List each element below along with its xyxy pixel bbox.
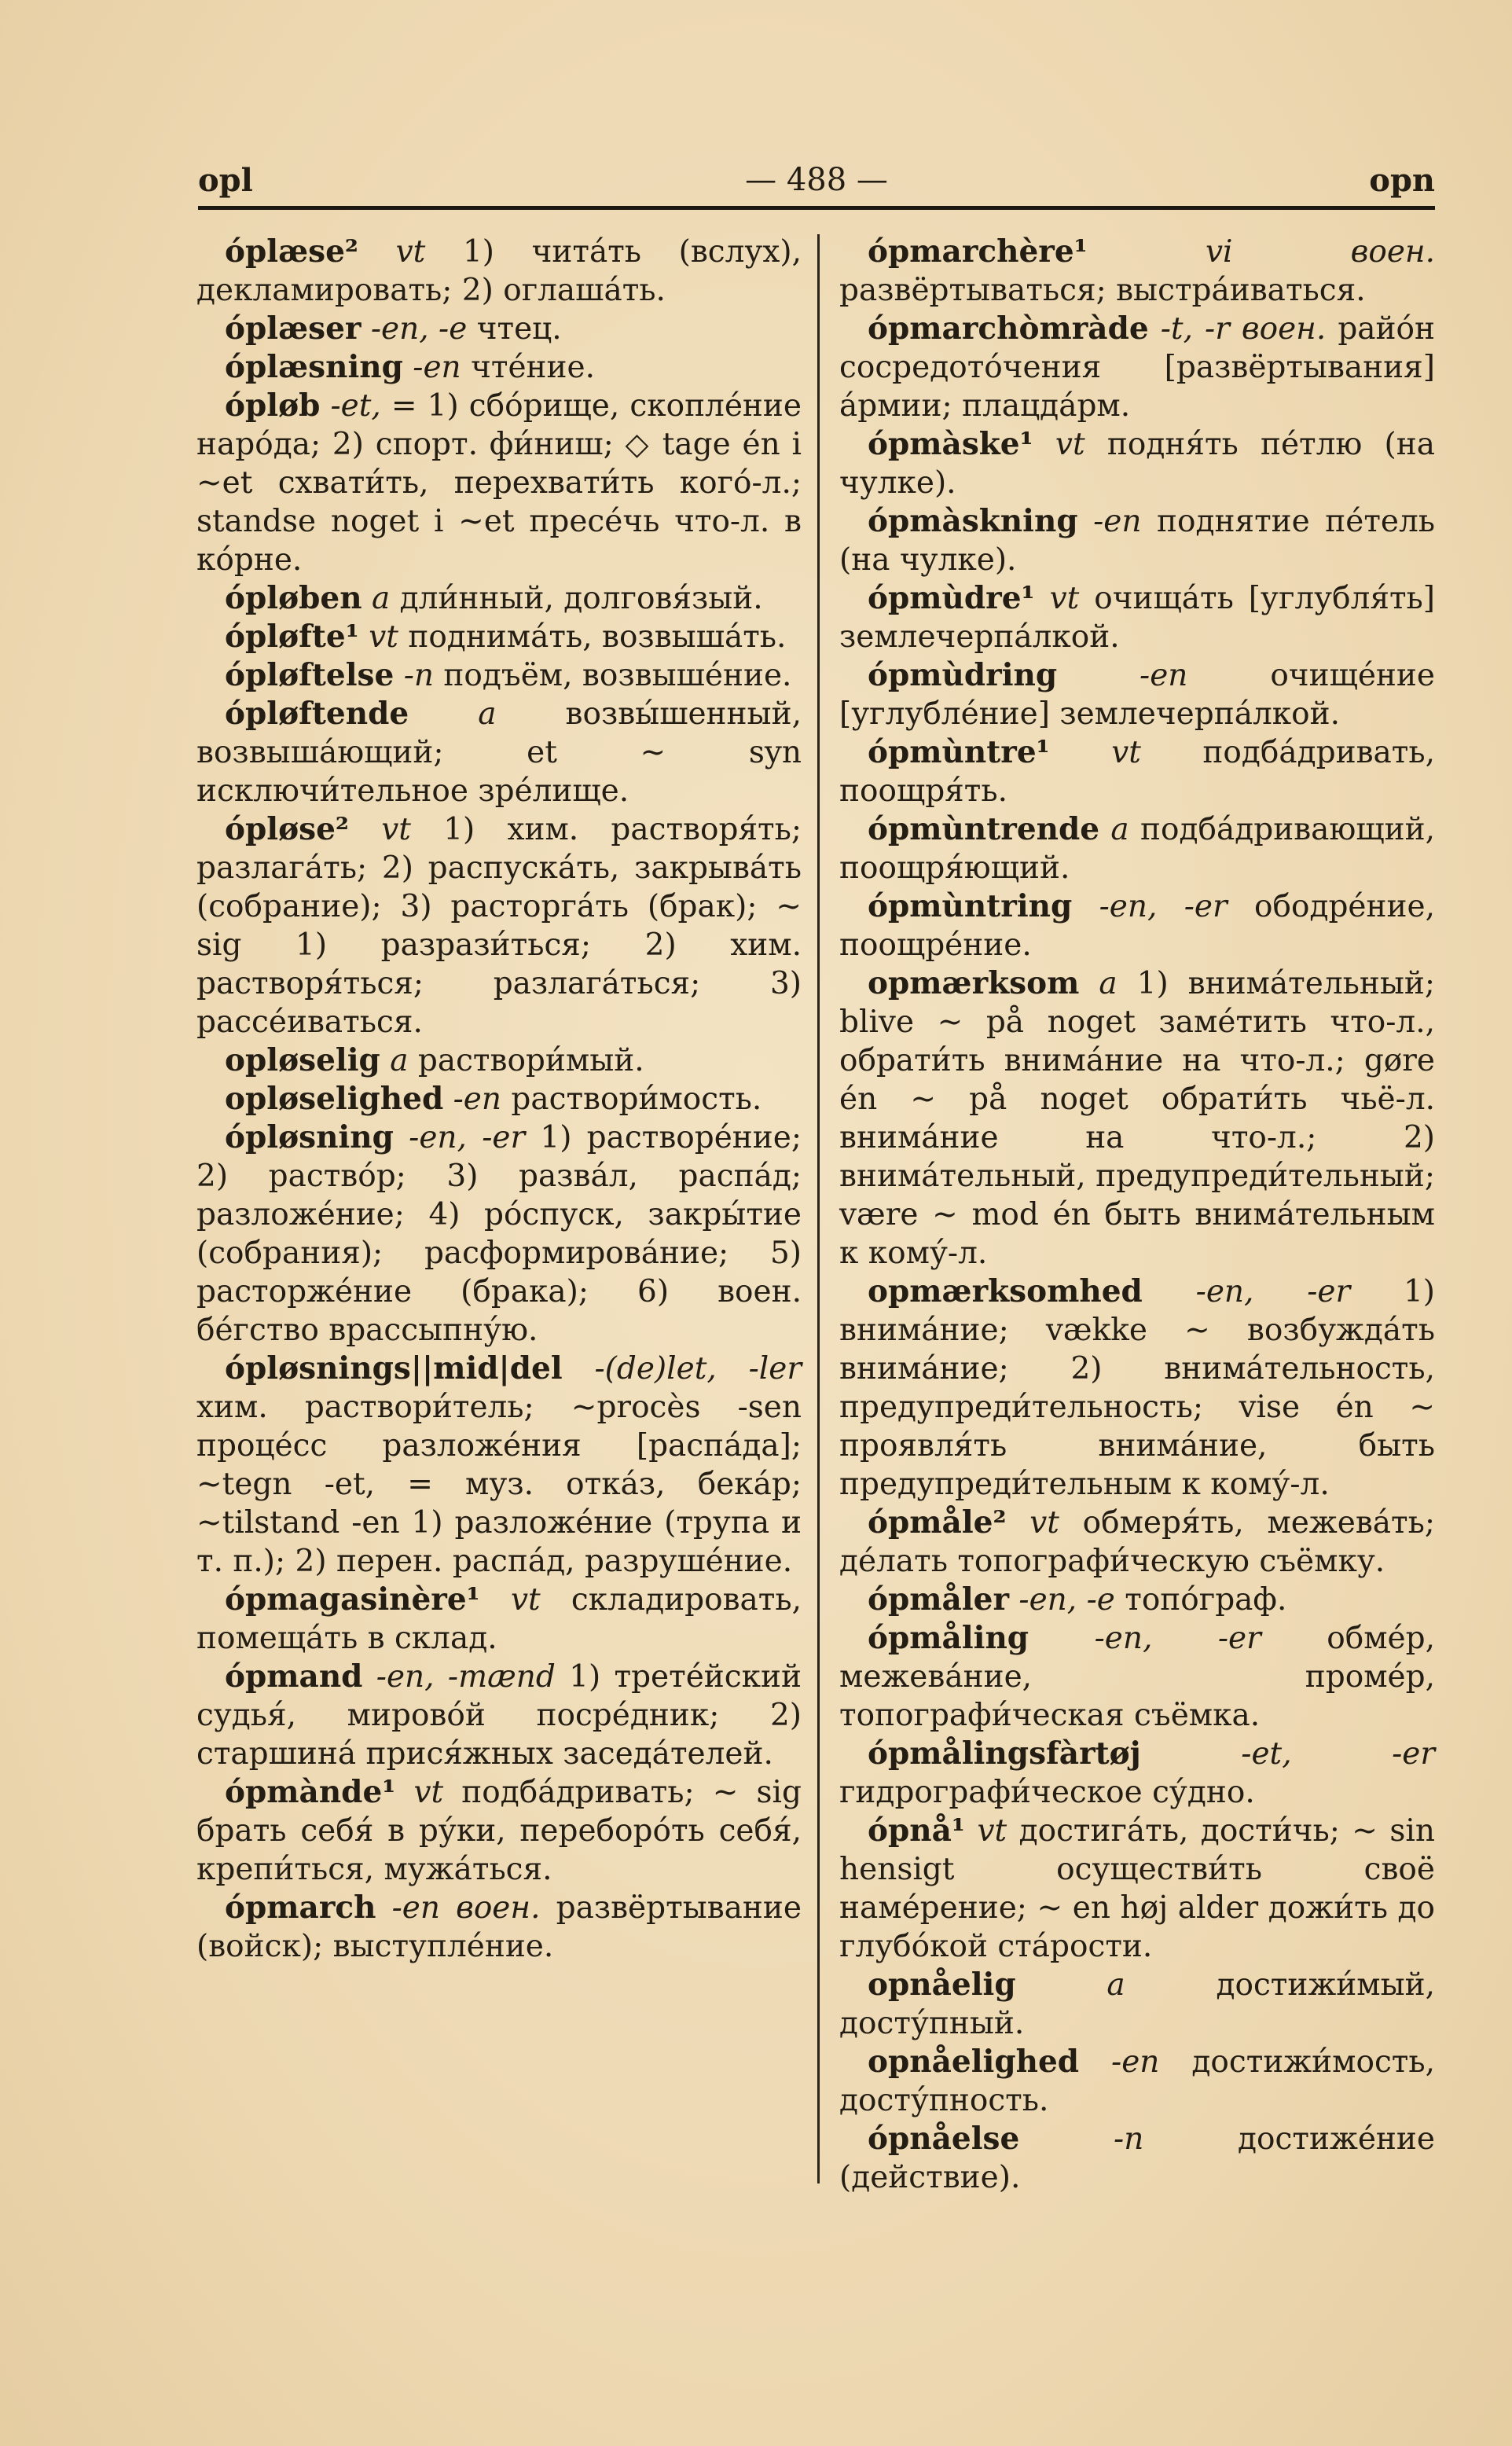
entry-definition: 1) читáть (вслух), декламировать; 2) оглашáть. (196, 234, 802, 308)
dictionary-entry (196, 233, 802, 310)
page-number: — 488 — (745, 162, 888, 198)
entry-definition: очищéние [углублéние] землечерпáлкой. (839, 658, 1435, 732)
entry-definition: складировать, помещáть в склад. (196, 1582, 802, 1656)
entry-definition: подъём, возвышéние. (443, 658, 792, 693)
dictionary-entry (839, 1273, 1435, 1504)
dictionary-entry (839, 1812, 1435, 1966)
entry-grammar: vt (395, 234, 426, 270)
dictionary-entry (196, 348, 802, 387)
entry-grammar: vi воен. (1205, 234, 1435, 270)
entry-definition: 1) третéйский судья́, мировóй посрéдник; 2) старшинá прися́жных заседáтелей. (196, 1659, 802, 1772)
dictionary-entry (196, 387, 802, 579)
entry-grammar: a (371, 581, 391, 616)
dictionary-entry (196, 1889, 802, 1966)
entry-definition: гидрографи́ческое су́дно. (839, 1775, 1255, 1810)
entry-definition: достижи́мый, досту́пный. (839, 1967, 1435, 2041)
dictionary-entry (839, 1504, 1435, 1581)
dictionary-entry (839, 964, 1435, 1273)
left-column (196, 233, 802, 1966)
entry-definition: райóн сосредотóчения [развёртывания] áрмии; плацдáрм. (839, 311, 1435, 424)
entry-grammar: -en, -e (370, 311, 468, 347)
entry-headword: ópløb (225, 387, 321, 424)
entry-headword: opmærksomhed (868, 1273, 1143, 1309)
entry-grammar: -en (1140, 658, 1188, 693)
entry-grammar: vt (1111, 735, 1141, 770)
entry-headword: ópløben (225, 580, 362, 616)
entry-headword: ópmåling (868, 1620, 1029, 1656)
entry-definition: поднимáть, возвышáть. (408, 619, 787, 655)
entry-headword: opnåelig (868, 1967, 1016, 2003)
entry-definition: раствори́мость. (511, 1082, 762, 1117)
entry-definition: очищáть [углубля́ть] землечерпáлкой. (839, 581, 1436, 655)
dictionary-entry (839, 1966, 1435, 2043)
entry-grammar: -en, -er (1099, 889, 1228, 924)
entry-grammar: vt (369, 619, 398, 655)
entry-headword: opløselig (225, 1042, 380, 1078)
entry-definition: чтец. (476, 311, 562, 347)
dictionary-entry (196, 579, 802, 618)
entry-headword: ópmarchòmràde (868, 310, 1149, 347)
column-divider (817, 234, 820, 2183)
entry-headword: opløselighed (225, 1081, 444, 1117)
entry-headword: ópmàskning (868, 503, 1078, 539)
entry-definition: раствори́мый. (417, 1043, 644, 1078)
entry-definition: 1) хим. растворя́ть; разлагáть; 2) распускáть, закрывáть (собрание); 3) расторгáть (брак); ~ sig 1) разрази́ться; 2) хим. растворя́ться; разлагáться; 3) рассéиваться. (196, 812, 802, 1040)
entry-headword: óplæser (225, 310, 361, 347)
entry-headword: ópløftelse (225, 657, 395, 693)
entry-definition: достигáть, дости́чь; ~ sin hensigt осуществи́ть своё намéрение; ~ en høj alder дожи́ть до глубóкой стáрости. (839, 1813, 1435, 1964)
entry-definition: возвы́шенный, возвышáющий; et ~ syn исключи́тельное зрéлище. (196, 696, 802, 809)
entry-definition: достижéние (действие). (839, 2121, 1435, 2195)
entry-definition: подбáдривать, поощря́ть. (839, 735, 1435, 809)
entry-grammar: -en (413, 350, 461, 385)
entry-definition: подбáдривающий, поощря́ющий. (839, 812, 1435, 886)
entry-grammar: a (1110, 812, 1129, 847)
entry-grammar: -(de)let, -ler (594, 1351, 802, 1386)
dictionary-entry (196, 1118, 802, 1350)
page-header (198, 157, 1435, 204)
entry-grammar: -en воен. (391, 1890, 541, 1926)
entry-headword: ópmarch (225, 1890, 376, 1926)
entry-definition: достижи́мость, досту́пность. (839, 2044, 1435, 2118)
dictionary-entry (839, 1619, 1435, 1735)
dictionary-entry (839, 887, 1435, 964)
entry-grammar: -en (1093, 504, 1142, 539)
entry-grammar: -n (403, 658, 435, 693)
entry-definition: развёртывание (войск); выступлéние. (196, 1890, 802, 1964)
entry-grammar: vt (1055, 427, 1085, 462)
entry-grammar: -et, -er (1241, 1736, 1435, 1772)
dictionary-entry (839, 733, 1435, 810)
entry-headword: opmærksom (868, 965, 1080, 1001)
entry-definition: топóграф. (1125, 1582, 1287, 1618)
entry-headword: ópmålingsfàrtøj (868, 1735, 1141, 1772)
dictionary-entry (839, 1735, 1435, 1812)
entry-headword: ópmåler (868, 1581, 1009, 1618)
entry-headword: ópmùdring (868, 657, 1058, 693)
entry-grammar: -en, -er (409, 1120, 526, 1155)
entry-grammar: -n (1114, 2121, 1144, 2157)
entry-definition: подбáдривать; ~ sig брать себя́ в ру́ки, переборóть себя́, крепи́ться, мужáться. (196, 1775, 802, 1887)
entry-definition: обмéр, межевáние, промéр, топографи́ческая съёмка. (839, 1621, 1435, 1733)
entry-grammar: -en (1111, 2044, 1160, 2080)
entry-definition: ободрéние, поощрéние. (839, 889, 1435, 963)
dictionary-entry (196, 810, 802, 1041)
entry-headword: ópmànde¹ (225, 1774, 396, 1810)
entry-definition: 1) растворéние; 2) раствóр; 3) развáл, распáд; разложéние; 4) рóспуск, закры́тие (собрания); расформировáние; 5) расторжéние (брака); 6) воен. бéгство врассыпну́ю. (196, 1120, 802, 1348)
entry-headword: ópmùntring (868, 888, 1073, 924)
dictionary-entry (196, 618, 802, 656)
entry-definition: 1) внимáтельный; blive ~ på noget замéтить что-л., обрати́ть внимáние на что-л.; gøre én ~ på noget обрати́ть чьё-л. внимáние на что-л.; 2) внимáтельный, предупреди́тельный; være ~ mod én быть внимáтельным к кому́-л. (839, 966, 1435, 1271)
entry-grammar: -en, -er (1195, 1274, 1351, 1309)
entry-headword: ópløftende (225, 696, 409, 732)
entry-grammar: -en, -mænd (376, 1659, 556, 1695)
header-rule (198, 206, 1435, 210)
entry-headword: ópløsning (225, 1119, 394, 1155)
entry-headword: ópmagasinère¹ (225, 1581, 480, 1618)
entry-definition: 1) сбóрище, скоплéние нарóда; 2) спорт. фи́ниш; ◇ tage én i ~et схвати́ть, перехвати́ть когó-л.; standse noget i ~et пресéчь что-л. в кóрне. (196, 388, 802, 578)
dictionary-entry (839, 810, 1435, 887)
dictionary-entry (196, 1581, 802, 1658)
entry-grammar: a (478, 696, 497, 732)
entry-grammar: -en, -e (1018, 1582, 1115, 1618)
entry-headword: ópløse² (225, 811, 349, 847)
dictionary-entry (196, 656, 802, 695)
entry-grammar: a (390, 1043, 409, 1078)
dictionary-entry (839, 425, 1435, 502)
entry-headword: ópmùdre¹ (868, 580, 1035, 616)
dictionary-entry (839, 233, 1435, 310)
entry-grammar: vt (1029, 1505, 1059, 1541)
entry-headword: ópmùntrende (868, 811, 1100, 847)
dictionary-entry (196, 1350, 802, 1581)
entry-definition: дли́нный, долговя́зый. (399, 581, 763, 616)
entry-definition: 1) внимáние; vække ~ возбуждáть внимáние; 2) внимáтельность, предупреди́тельность; vise én ~ проявля́ть внимáние, быть предупреди́тельным к кому́-л. (839, 1274, 1436, 1502)
entry-definition: обмеря́ть, межевáть; дéлать топографи́ческую съёмку. (839, 1505, 1435, 1579)
dictionary-entry (839, 579, 1435, 656)
entry-headword: ópmåle² (868, 1504, 1007, 1541)
entry-definition: развёртываться; выстрáиваться. (839, 273, 1366, 308)
entry-grammar: a (1099, 966, 1117, 1001)
header-right-guideword: opn (1369, 162, 1435, 199)
dictionary-entry (196, 1658, 802, 1773)
entry-headword: óplæse² (225, 233, 358, 270)
entry-headword: ópmùntre¹ (868, 734, 1050, 770)
entry-definition: подня́ть пéтлю (на чулке). (839, 427, 1436, 501)
entry-grammar: a (1106, 1967, 1125, 2003)
dictionary-entry (839, 1581, 1435, 1619)
entry-grammar: vt (381, 812, 411, 847)
entry-headword: ópløsnings||mid|del (225, 1350, 563, 1386)
entry-definition: поднятие пéтель (на чулке). (839, 504, 1435, 578)
entry-headword: opnåelighed (868, 2044, 1080, 2080)
entry-headword: ópmand (225, 1658, 363, 1695)
dictionary-entry (196, 1080, 802, 1118)
entry-grammar: vt (1049, 581, 1080, 616)
entry-headword: ópmàske¹ (868, 426, 1033, 462)
entry-grammar: vt (977, 1813, 1007, 1849)
right-column (839, 233, 1435, 2197)
dictionary-entry (196, 1041, 802, 1080)
entry-headword: ópmarchère¹ (868, 233, 1088, 270)
entry-grammar: -en, -er (1094, 1621, 1261, 1656)
entry-grammar: -en (453, 1082, 502, 1117)
entry-definition: хим. раствори́тель; ~procès -sen процéсс разложéния [распáда]; ~tegn -et, = муз. откáз, бекáр; ~tilstand -en 1) разложéние (трупа и т. п.); 2) перен. распáд, разрушéние. (196, 1390, 802, 1579)
dictionary-entry (839, 2120, 1435, 2197)
dictionary-entry (839, 310, 1435, 425)
entry-grammar: vt (413, 1775, 444, 1810)
dictionary-entry (196, 1773, 802, 1889)
dictionary-entry (196, 695, 802, 810)
entry-grammar: -t, -r воен. (1160, 311, 1327, 347)
entry-grammar: -et, = (330, 388, 417, 424)
entry-headword: ópnå¹ (868, 1812, 965, 1849)
entry-headword: óplæsning (225, 349, 403, 385)
dictionary-entry (839, 502, 1435, 579)
header-left-guideword: opl (198, 162, 253, 199)
entry-headword: ópnåelse (868, 2121, 1020, 2157)
dictionary-entry (839, 656, 1435, 733)
dictionary-entry (839, 2043, 1435, 2120)
dictionary-entry (196, 310, 802, 348)
entry-grammar: vt (510, 1582, 541, 1618)
entry-headword: ópløfte¹ (225, 619, 359, 655)
entry-definition: чтéние. (471, 350, 595, 385)
